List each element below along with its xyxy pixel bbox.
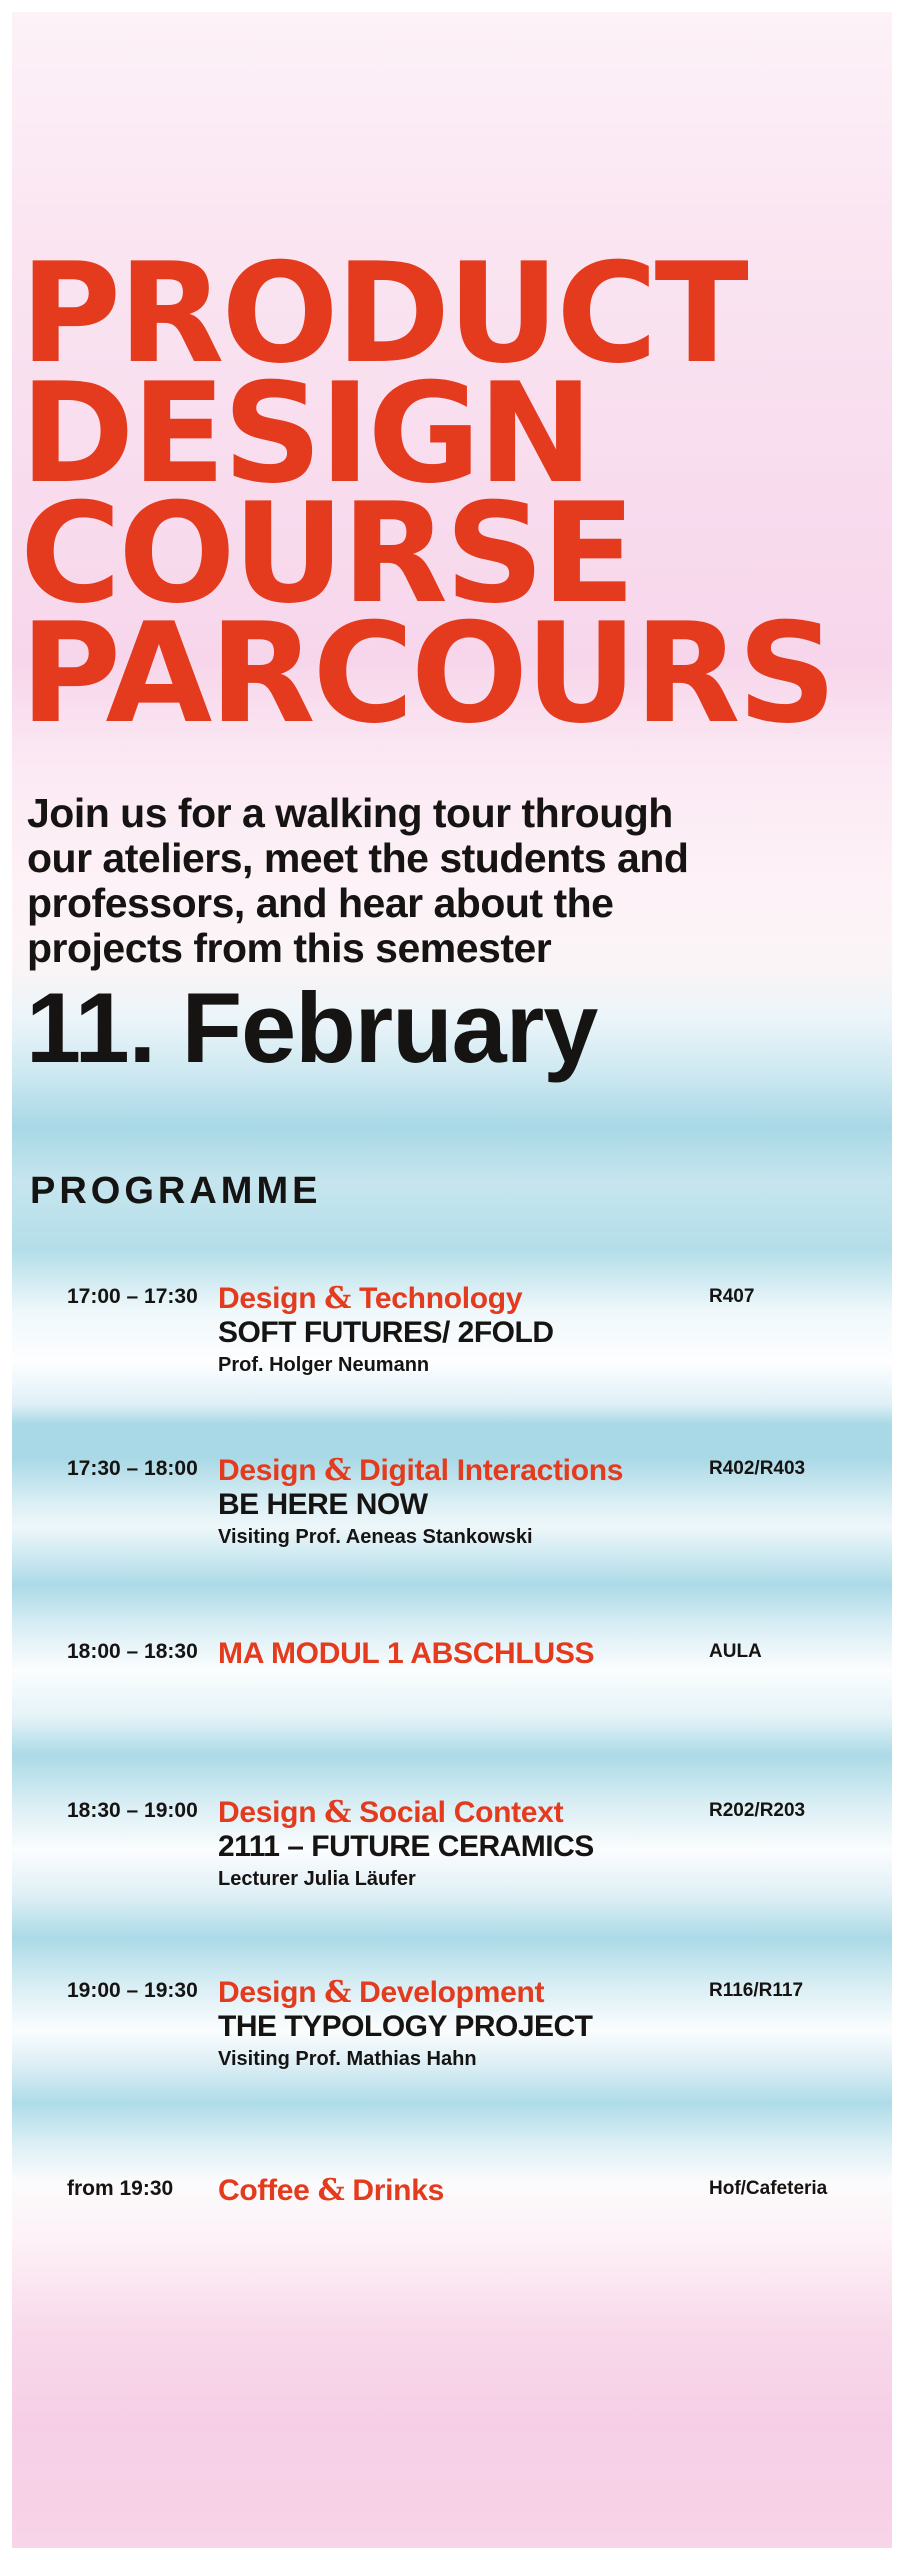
schedule-row [12, 1639, 892, 1759]
schedule-track-title: Design & Development [218, 1975, 545, 2010]
poster-title [20, 233, 834, 754]
poster-content [12, 12, 892, 2548]
event-date: 11. February [26, 972, 598, 1083]
schedule-main [218, 1453, 624, 1548]
schedule-room: AULA [709, 1641, 762, 1662]
schedule-room: R202/R203 [709, 1800, 806, 1821]
schedule-person: Prof. Holger Neumann [218, 1354, 430, 1376]
schedule-person: Visiting Prof. Aeneas Stankowski [218, 1526, 533, 1548]
schedule-time: 18:00 – 18:30 [67, 1640, 198, 1663]
schedule-session-title: SOFT FUTURES/ 2FOLD [218, 1316, 554, 1349]
schedule-row [12, 1281, 892, 1404]
schedule-track-title: MA MODUL 1 ABSCHLUSS [218, 1637, 595, 1670]
programme-heading: PROGRAMME [30, 1170, 322, 1212]
schedule-room: Hof/Cafeteria [709, 2178, 828, 2199]
schedule-time: from 19:30 [67, 2177, 174, 2200]
poster-title-line-2: DESIGN [20, 353, 591, 514]
schedule-session-title: THE TYPOLOGY PROJECT [218, 2010, 593, 2043]
poster-title-line-3: COURSE [20, 473, 633, 634]
schedule-row [12, 1453, 892, 1576]
intro-line-1: Join us for a walking tour through [27, 790, 673, 836]
schedule-time: 17:30 – 18:00 [67, 1457, 198, 1480]
schedule-person: Lecturer Julia Läufer [218, 1868, 416, 1890]
schedule-track-title: Coffee & Drinks [218, 2173, 444, 2208]
schedule-session-title: 2111 – FUTURE CERAMICS [218, 1830, 594, 1863]
schedule-row [12, 2173, 892, 2296]
schedule-time: 18:30 – 19:00 [67, 1799, 198, 1822]
schedule-room: R407 [709, 1286, 755, 1307]
ampersand-glyph: & [324, 1453, 352, 1488]
schedule-main [218, 1975, 593, 2070]
ampersand-glyph: & [324, 1975, 352, 2010]
schedule-room: R116/R117 [709, 1980, 804, 2001]
intro-line-2: our ateliers, meet the students and [27, 835, 689, 881]
schedule-track-title: Design & Digital Interactions [218, 1453, 624, 1488]
intro-text [27, 791, 688, 971]
intro-line-4: projects from this semester [27, 925, 552, 971]
schedule-room: R402/R403 [709, 1458, 806, 1479]
schedule-time: 19:00 – 19:30 [67, 1979, 198, 2002]
schedule-main [218, 1639, 594, 1669]
ampersand-glyph: & [324, 1281, 352, 1316]
schedule-track-title: Design & Technology [218, 1281, 523, 1316]
ampersand-glyph: & [324, 1795, 352, 1830]
schedule-session-title: BE HERE NOW [218, 1488, 428, 1521]
schedule-time: 17:00 – 17:30 [67, 1285, 198, 1308]
poster-title-line-4: PARCOURS [20, 593, 834, 754]
schedule-track-title: Design & Social Context [218, 1795, 564, 1830]
schedule-main [218, 2173, 444, 2208]
schedule-main [218, 1281, 554, 1376]
ampersand-glyph: & [317, 2173, 345, 2208]
schedule-person: Visiting Prof. Mathias Hahn [218, 2048, 477, 2070]
schedule-row [12, 1975, 892, 2098]
poster-title-line-1: PRODUCT [20, 233, 746, 394]
schedule-row [12, 1795, 892, 1918]
schedule-main [218, 1795, 594, 1890]
intro-line-3: professors, and hear about the [27, 880, 614, 926]
